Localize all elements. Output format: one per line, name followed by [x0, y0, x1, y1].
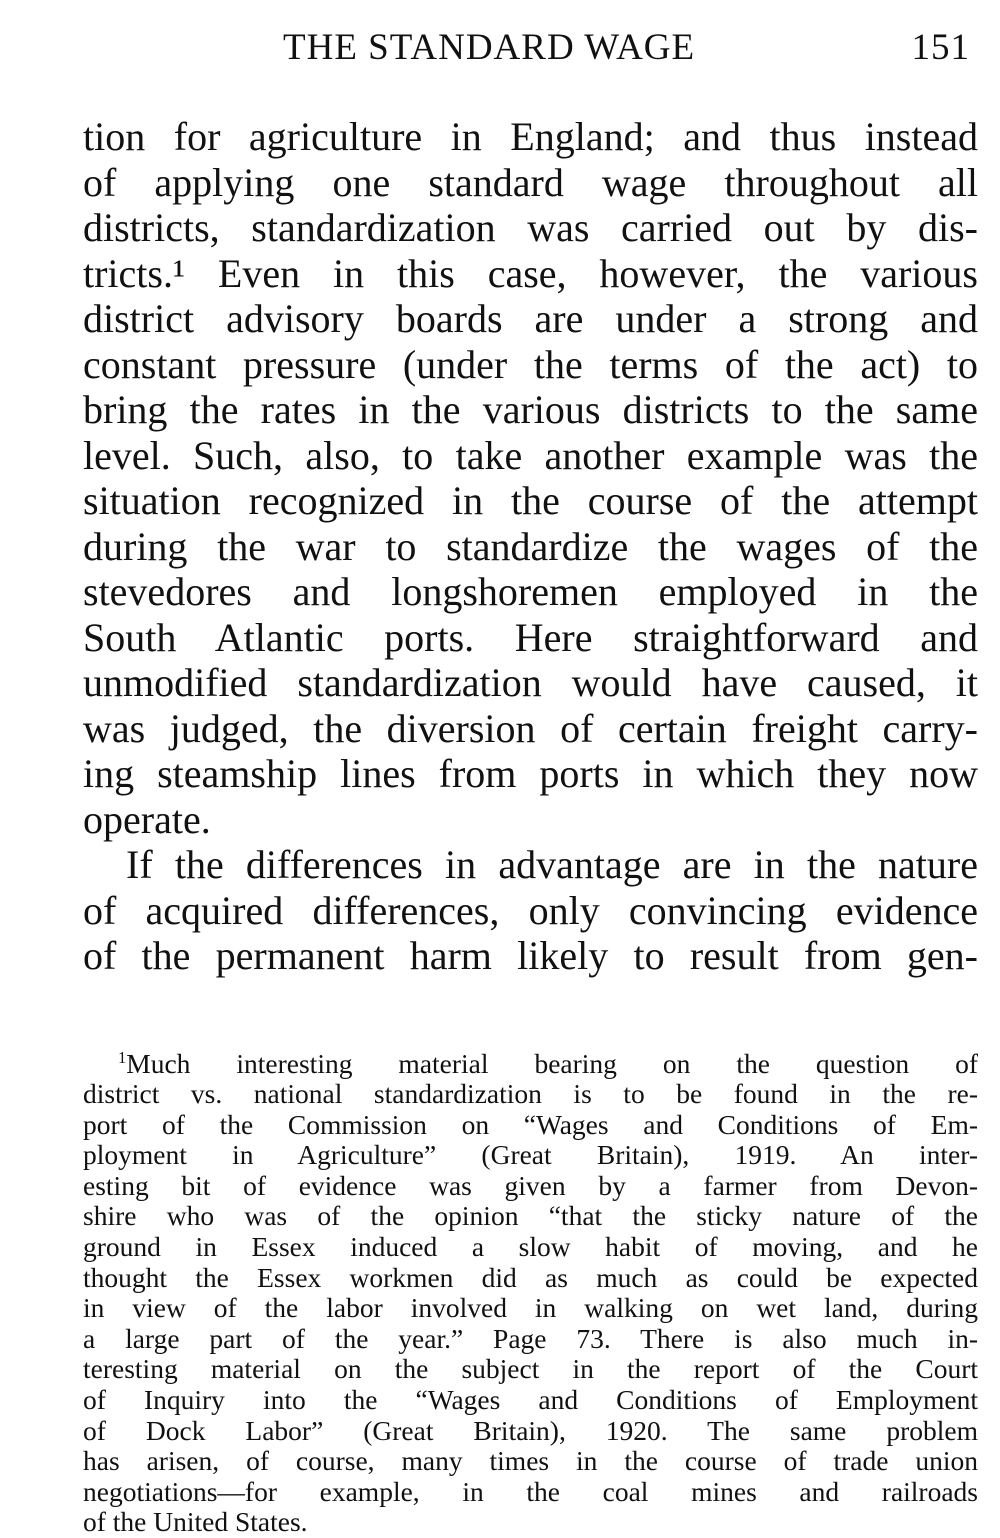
text-line: unmodified standardization would have caused, it	[83, 660, 978, 706]
page-number: 151	[912, 26, 971, 69]
footnote-line: esting bit of evidence was given by a farmer from Devon-	[83, 1171, 978, 1202]
footnote-line: of the United States.	[83, 1507, 978, 1538]
text-line: of acquired differences, only convincing evidence	[83, 888, 978, 934]
footnote-line: negotiations—for example, in the coal mines and railroads	[83, 1477, 978, 1508]
footnote-line: shire who was of the opinion “that the sticky nature of the	[83, 1201, 978, 1232]
footnote	[83, 1049, 978, 1538]
text-line: tion for agriculture in England; and thus instead	[83, 114, 978, 160]
footnote-line: a large part of the year.” Page 73. There is also much in-	[83, 1324, 978, 1355]
text-line: stevedores and longshoremen employed in the	[83, 569, 978, 615]
footnote-line: teresting material on the subject in the report of the Court	[83, 1354, 978, 1385]
footnote-line: has arisen, of course, many times in the course of trade union	[83, 1446, 978, 1477]
text-line: during the war to standardize the wages of the	[83, 524, 978, 570]
paragraph-1	[83, 114, 978, 842]
footnote-line: of Inquiry into the “Wages and Conditions of Employment	[83, 1385, 978, 1416]
text-line: situation recognized in the course of the attempt	[83, 478, 978, 524]
text-line: South Atlantic ports. Here straightforward and	[83, 615, 978, 661]
text-line: of the permanent harm likely to result from gen-	[83, 933, 978, 979]
running-head	[83, 22, 978, 74]
footnote-line: in view of the labor involved in walking on wet land, during	[83, 1293, 978, 1324]
text-line: ing steamship lines from ports in which they now	[83, 751, 978, 797]
footnote-line: thought the Essex workmen did as much as could be expected	[83, 1263, 978, 1294]
footnote-line: of Dock Labor” (Great Britain), 1920. The same problem	[83, 1416, 978, 1447]
text-line: of applying one standard wage throughout all	[83, 160, 978, 206]
text-line: tricts.¹ Even in this case, however, the various	[83, 251, 978, 297]
book-page	[83, 22, 978, 1538]
footnote-line: ployment in Agriculture” (Great Britain), 1919. An inter-	[83, 1140, 978, 1171]
body-text	[83, 114, 978, 979]
text-line: operate.	[83, 797, 978, 843]
text-line: district advisory boards are under a strong and	[83, 296, 978, 342]
text-line: constant pressure (under the terms of the act) to	[83, 342, 978, 388]
text-line: If the differences in advantage are in the nature	[83, 842, 978, 888]
text-line: bring the rates in the various districts to the same	[83, 387, 978, 433]
paragraph-2	[83, 842, 978, 979]
footnote-text: Much interesting material bearing on the question of	[126, 1049, 978, 1079]
footnote-line: ground in Essex induced a slow habit of moving, and he	[83, 1232, 978, 1263]
text-line: districts, standardization was carried out by dis-	[83, 205, 978, 251]
text-line: level. Such, also, to take another example was the	[83, 433, 978, 479]
text-line: was judged, the diversion of certain freight carry-	[83, 706, 978, 752]
footnote-line: district vs. national standardization is to be found in the re-	[83, 1079, 978, 1110]
footnote-marker: 1	[118, 1049, 126, 1067]
running-title: THE STANDARD WAGE	[283, 26, 695, 69]
footnote-line: port of the Commission on “Wages and Conditions of Em-	[83, 1110, 978, 1141]
footnote-line	[83, 1049, 978, 1080]
